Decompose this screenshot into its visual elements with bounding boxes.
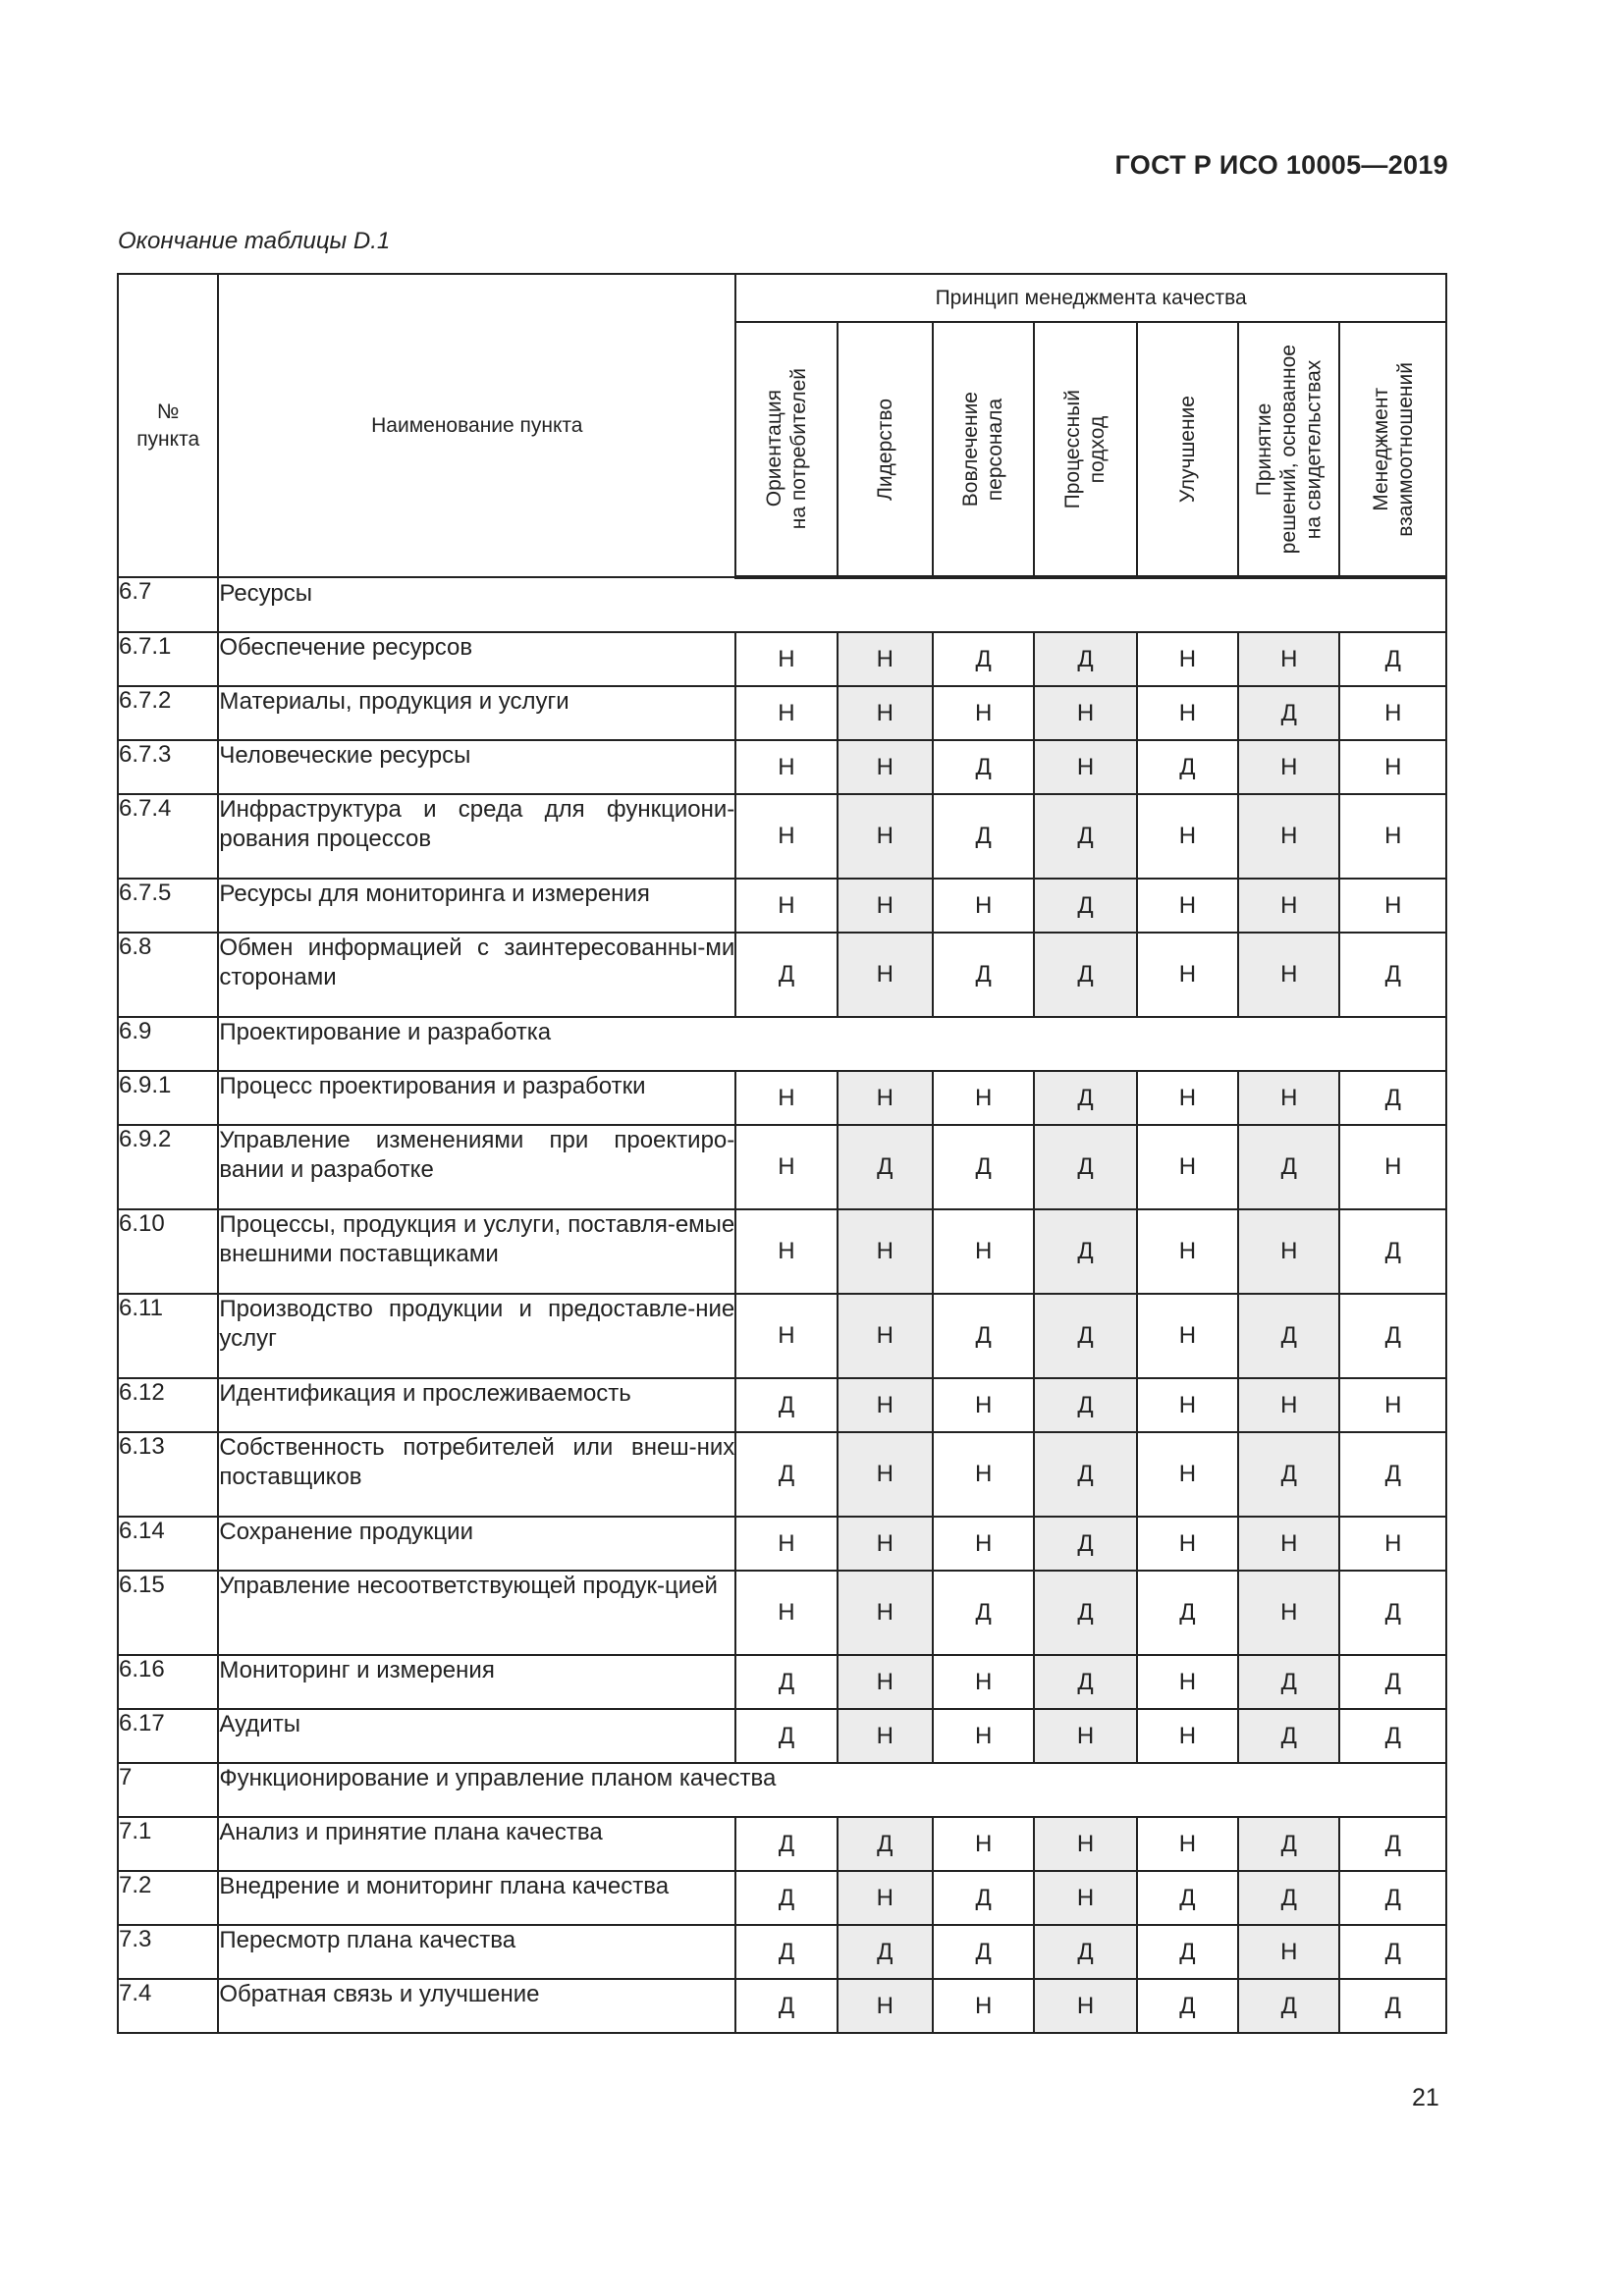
principle-value: Н bbox=[1339, 686, 1446, 740]
item-name: Управление несоответствующей продук-цией bbox=[218, 1571, 735, 1655]
header-item-number bbox=[118, 274, 218, 577]
principle-value: Д bbox=[933, 933, 1034, 1017]
principle-value: Д bbox=[1137, 1871, 1238, 1925]
principle-value: Н bbox=[1137, 686, 1238, 740]
principle-value: Н bbox=[735, 1071, 837, 1125]
principle-value: Н bbox=[1034, 686, 1136, 740]
table-row bbox=[118, 1071, 1446, 1125]
principle-value: Д bbox=[1034, 1517, 1136, 1571]
principle-value: Н bbox=[1034, 1817, 1136, 1871]
item-name: Мониторинг и измерения bbox=[218, 1655, 735, 1709]
principle-value: Н bbox=[1238, 1925, 1339, 1979]
principle-value: Н bbox=[1137, 1071, 1238, 1125]
principle-value: Д bbox=[1238, 1125, 1339, 1209]
principle-value: Н bbox=[1137, 632, 1238, 686]
item-name: Процессы, продукция и услуги, поставля-емые внешними поставщиками bbox=[218, 1209, 735, 1294]
principle-value: Н bbox=[1137, 933, 1238, 1017]
principle-value: Д bbox=[1238, 1709, 1339, 1763]
header-principle-1 bbox=[735, 322, 837, 577]
principle-value: Н bbox=[1137, 1378, 1238, 1432]
principle-value: Д bbox=[838, 1817, 933, 1871]
principle-value: Д bbox=[933, 1925, 1034, 1979]
principle-value: Д bbox=[933, 632, 1034, 686]
principle-value: Д bbox=[1238, 1817, 1339, 1871]
principle-value: Н bbox=[735, 1294, 837, 1378]
item-number: 6.7.5 bbox=[118, 879, 218, 933]
principle-value: Н bbox=[1137, 1125, 1238, 1209]
principle-value: Н bbox=[933, 1709, 1034, 1763]
section-row bbox=[118, 577, 1446, 632]
item-number: 6.7.2 bbox=[118, 686, 218, 740]
principle-value: Д bbox=[1034, 794, 1136, 879]
principle-value: Н bbox=[1034, 1979, 1136, 2033]
principle-value: Д bbox=[1339, 1979, 1446, 2033]
principle-value: Н bbox=[735, 740, 837, 794]
principle-value: Н bbox=[1137, 1432, 1238, 1517]
principle-value: Д bbox=[1034, 1378, 1136, 1432]
item-number: 6.7 bbox=[118, 577, 218, 632]
principle-value: Н bbox=[838, 1709, 933, 1763]
principle-value: Н bbox=[933, 1817, 1034, 1871]
table-row bbox=[118, 1517, 1446, 1571]
principle-value: Д bbox=[1034, 1294, 1136, 1378]
item-name: Человеческие ресурсы bbox=[218, 740, 735, 794]
item-number: 6.8 bbox=[118, 933, 218, 1017]
principle-value: Н bbox=[1339, 1378, 1446, 1432]
item-name: Управление изменениями при проектиро-вании и разработке bbox=[218, 1125, 735, 1209]
principle-value: Д bbox=[1339, 1655, 1446, 1709]
principle-value: Н bbox=[1238, 933, 1339, 1017]
principle-value: Н bbox=[1137, 1209, 1238, 1294]
principle-value: Н bbox=[1137, 1294, 1238, 1378]
item-number: 7.1 bbox=[118, 1817, 218, 1871]
table-row bbox=[118, 632, 1446, 686]
principle-value: Н bbox=[735, 1125, 837, 1209]
principle-value: Н bbox=[1238, 1378, 1339, 1432]
principle-value: Н bbox=[838, 686, 933, 740]
header-principle-label bbox=[958, 392, 1007, 507]
principle-value: Д bbox=[933, 1294, 1034, 1378]
principle-value: Д bbox=[933, 1571, 1034, 1655]
principle-value: Н bbox=[1339, 740, 1446, 794]
header-principle-line: Принятие bbox=[1253, 402, 1276, 496]
item-name: Функционирование и управление планом качества bbox=[218, 1763, 1446, 1817]
principle-value: Н bbox=[838, 1378, 933, 1432]
item-name: Собственность потребителей или внеш-них поставщиков bbox=[218, 1432, 735, 1517]
principle-value: Д bbox=[1137, 1925, 1238, 1979]
principle-value: Д bbox=[1238, 686, 1339, 740]
principle-value: Н bbox=[838, 1071, 933, 1125]
item-name: Аудиты bbox=[218, 1709, 735, 1763]
table-row bbox=[118, 1979, 1446, 2033]
table-row bbox=[118, 1925, 1446, 1979]
item-number: 6.12 bbox=[118, 1378, 218, 1432]
principle-value: Н bbox=[838, 1209, 933, 1294]
table-row bbox=[118, 1871, 1446, 1925]
principle-value: Н bbox=[838, 794, 933, 879]
principle-value: Д bbox=[1339, 1294, 1446, 1378]
principle-value: Д bbox=[735, 1655, 837, 1709]
header-principle-5 bbox=[1137, 322, 1238, 577]
principle-value: Д bbox=[1339, 933, 1446, 1017]
principle-value: Н bbox=[933, 1209, 1034, 1294]
item-number: 7.3 bbox=[118, 1925, 218, 1979]
principle-value: Д bbox=[1238, 1294, 1339, 1378]
principle-value: Н bbox=[933, 1517, 1034, 1571]
item-name: Анализ и принятие плана качества bbox=[218, 1817, 735, 1871]
header-principle-line: Процессный bbox=[1061, 389, 1085, 509]
principle-value: Н bbox=[1238, 879, 1339, 933]
header-principle-label bbox=[762, 368, 811, 529]
principle-value: Д bbox=[1238, 1655, 1339, 1709]
item-number: 6.13 bbox=[118, 1432, 218, 1517]
principle-value: Н bbox=[933, 1432, 1034, 1517]
item-number: 6.17 bbox=[118, 1709, 218, 1763]
principle-value: Д bbox=[1238, 1979, 1339, 2033]
item-number: 7.4 bbox=[118, 1979, 218, 2033]
principle-value: Н bbox=[838, 1432, 933, 1517]
principle-value: Д bbox=[1034, 1071, 1136, 1125]
principle-value: Н bbox=[838, 1517, 933, 1571]
principle-value: Д bbox=[735, 1979, 837, 2033]
table-row bbox=[118, 1294, 1446, 1378]
item-name: Процесс проектирования и разработки bbox=[218, 1071, 735, 1125]
item-name: Производство продукции и предоставле-ние услуг bbox=[218, 1294, 735, 1378]
item-name: Обеспечение ресурсов bbox=[218, 632, 735, 686]
table-row bbox=[118, 1817, 1446, 1871]
item-number: 6.14 bbox=[118, 1517, 218, 1571]
principle-value: Д bbox=[1034, 933, 1136, 1017]
principle-value: Н bbox=[838, 1294, 933, 1378]
principle-value: Д bbox=[1137, 1571, 1238, 1655]
header-principle-line: Лидерство bbox=[873, 398, 896, 501]
principle-value: Д bbox=[735, 1378, 837, 1432]
principle-value: Н bbox=[735, 879, 837, 933]
item-name: Проектирование и разработка bbox=[218, 1017, 1446, 1071]
principle-value: Д bbox=[933, 740, 1034, 794]
header-principle-7 bbox=[1339, 322, 1446, 577]
principle-value: Н bbox=[1238, 1209, 1339, 1294]
principle-value: Н bbox=[1238, 1517, 1339, 1571]
principle-value: Д bbox=[735, 1817, 837, 1871]
principle-value: Н bbox=[1137, 1817, 1238, 1871]
header-principle-line: подход bbox=[1086, 415, 1110, 483]
principle-value: Д bbox=[735, 1871, 837, 1925]
header-principle-label bbox=[1060, 390, 1110, 508]
principle-value: Н bbox=[1034, 1709, 1136, 1763]
section-row bbox=[118, 1763, 1446, 1817]
principle-value: Д bbox=[1339, 632, 1446, 686]
principle-value: Д bbox=[838, 1925, 933, 1979]
principle-value: Д bbox=[1137, 1979, 1238, 2033]
principle-value: Н bbox=[838, 879, 933, 933]
principle-value: Н bbox=[933, 1378, 1034, 1432]
principle-value: Д bbox=[933, 1871, 1034, 1925]
principle-value: Н bbox=[1034, 1871, 1136, 1925]
principle-value: Д bbox=[1034, 879, 1136, 933]
principle-value: Д bbox=[1238, 1871, 1339, 1925]
principle-value: Н bbox=[735, 632, 837, 686]
principle-value: Н bbox=[1339, 1125, 1446, 1209]
header-principle-line: на потребителей bbox=[786, 368, 810, 530]
header-principle-label bbox=[1175, 396, 1200, 503]
principle-value: Н bbox=[1238, 1571, 1339, 1655]
principle-value: Н bbox=[933, 879, 1034, 933]
principle-value: Д bbox=[1339, 1209, 1446, 1294]
header-item-name: Наименование пункта bbox=[218, 274, 735, 577]
header-principle-line: решений, основанное bbox=[1277, 344, 1301, 555]
principle-value: Д bbox=[1034, 1432, 1136, 1517]
principle-value: Н bbox=[1137, 879, 1238, 933]
header-principle-group: Принцип менеджмента качества bbox=[735, 274, 1446, 322]
header-principle-label bbox=[873, 399, 897, 501]
principle-value: Н bbox=[735, 1209, 837, 1294]
table-row bbox=[118, 686, 1446, 740]
item-number: 6.10 bbox=[118, 1209, 218, 1294]
item-number: 6.7.3 bbox=[118, 740, 218, 794]
section-row bbox=[118, 1017, 1446, 1071]
principle-value: Н bbox=[1238, 632, 1339, 686]
header-item-number-text: № пункта bbox=[136, 400, 200, 451]
principle-value: Н bbox=[838, 1655, 933, 1709]
table-row bbox=[118, 933, 1446, 1017]
principle-value: Д bbox=[1034, 1571, 1136, 1655]
table-row bbox=[118, 1571, 1446, 1655]
principle-value: Д bbox=[735, 1432, 837, 1517]
principle-value: Д bbox=[1034, 1125, 1136, 1209]
header-principle-line: Вовлечение bbox=[959, 391, 983, 507]
principle-value: Д bbox=[1339, 1709, 1446, 1763]
principle-value: Д bbox=[1034, 1209, 1136, 1294]
table-row bbox=[118, 1125, 1446, 1209]
principle-value: Н bbox=[1137, 1655, 1238, 1709]
principle-value: Н bbox=[838, 1979, 933, 2033]
principle-value: Н bbox=[1137, 1709, 1238, 1763]
principle-value: Н bbox=[1238, 1071, 1339, 1125]
item-name: Внедрение и мониторинг плана качества bbox=[218, 1871, 735, 1925]
principle-value: Н bbox=[1339, 1517, 1446, 1571]
item-number: 6.11 bbox=[118, 1294, 218, 1378]
header-principle-line: взаимоотношений bbox=[1393, 361, 1417, 537]
item-number: 6.9.2 bbox=[118, 1125, 218, 1209]
header-principle-line: Улучшение bbox=[1175, 395, 1199, 504]
principle-value: Д bbox=[1339, 1871, 1446, 1925]
header-principle-label bbox=[1369, 362, 1418, 537]
principle-value: Д bbox=[838, 1125, 933, 1209]
item-number: 6.7.1 bbox=[118, 632, 218, 686]
principle-value: Д bbox=[735, 1709, 837, 1763]
principle-value: Н bbox=[838, 632, 933, 686]
principle-value: Н bbox=[1034, 740, 1136, 794]
principle-value: Д bbox=[1034, 1655, 1136, 1709]
principle-value: Н bbox=[1339, 879, 1446, 933]
table-row bbox=[118, 1209, 1446, 1294]
principle-value: Д bbox=[1339, 1817, 1446, 1871]
table-row bbox=[118, 879, 1446, 933]
item-name: Идентификация и прослеживаемость bbox=[218, 1378, 735, 1432]
item-name: Инфраструктура и среда для функциони-рования процессов bbox=[218, 794, 735, 879]
item-number: 6.15 bbox=[118, 1571, 218, 1655]
principle-value: Н bbox=[735, 794, 837, 879]
principle-value: Н bbox=[933, 1071, 1034, 1125]
principles-table bbox=[117, 273, 1447, 2034]
principle-value: Д bbox=[735, 1925, 837, 1979]
item-name: Ресурсы bbox=[218, 577, 1446, 632]
item-number: 6.16 bbox=[118, 1655, 218, 1709]
principle-value: Д bbox=[735, 933, 837, 1017]
header-principle-line: персонала bbox=[984, 398, 1007, 501]
principle-value: Д bbox=[1339, 1925, 1446, 1979]
principle-value: Д bbox=[1238, 1432, 1339, 1517]
principle-value: Д bbox=[933, 794, 1034, 879]
header-principle-2 bbox=[838, 322, 933, 577]
principle-value: Н bbox=[838, 740, 933, 794]
item-name: Обмен информацией с заинтересованны-ми сторонами bbox=[218, 933, 735, 1017]
principle-value: Н bbox=[838, 1571, 933, 1655]
principle-value: Н bbox=[933, 1655, 1034, 1709]
header-principle-label bbox=[1252, 345, 1326, 554]
principle-value: Д bbox=[1339, 1432, 1446, 1517]
principle-value: Н bbox=[1238, 794, 1339, 879]
page-number: 21 bbox=[1412, 2084, 1439, 2111]
document-code: ГОСТ Р ИСО 10005—2019 bbox=[1114, 150, 1448, 180]
principle-value: Н bbox=[1137, 794, 1238, 879]
header-principle-4 bbox=[1034, 322, 1136, 577]
item-name: Пересмотр плана качества bbox=[218, 1925, 735, 1979]
principle-value: Д bbox=[1339, 1071, 1446, 1125]
item-number: 6.7.4 bbox=[118, 794, 218, 879]
item-number: 7 bbox=[118, 1763, 218, 1817]
item-name: Обратная связь и улучшение bbox=[218, 1979, 735, 2033]
principle-value: Н bbox=[1137, 1517, 1238, 1571]
principle-value: Н bbox=[735, 1517, 837, 1571]
principle-value: Н bbox=[735, 1571, 837, 1655]
item-number: 6.9.1 bbox=[118, 1071, 218, 1125]
table-row bbox=[118, 1378, 1446, 1432]
principle-value: Н bbox=[933, 686, 1034, 740]
header-principle-line: Ориентация bbox=[762, 390, 785, 508]
principle-value: Н bbox=[1339, 794, 1446, 879]
table-row bbox=[118, 1709, 1446, 1763]
item-name: Сохранение продукции bbox=[218, 1517, 735, 1571]
header-principle-line: Менеджмент bbox=[1369, 387, 1392, 511]
table-row bbox=[118, 1432, 1446, 1517]
principle-value: Д bbox=[1137, 740, 1238, 794]
principle-value: Н bbox=[735, 686, 837, 740]
header-principle-line: на свидетельствах bbox=[1302, 359, 1326, 539]
table-caption: Окончание таблицы D.1 bbox=[118, 228, 391, 254]
table-row bbox=[118, 740, 1446, 794]
principle-value: Н bbox=[1238, 740, 1339, 794]
principle-value: Д bbox=[1034, 1925, 1136, 1979]
principle-value: Д bbox=[1034, 632, 1136, 686]
principle-value: Д bbox=[933, 1125, 1034, 1209]
item-name: Ресурсы для мониторинга и измерения bbox=[218, 879, 735, 933]
table-row bbox=[118, 1655, 1446, 1709]
table-row bbox=[118, 794, 1446, 879]
header-principle-3 bbox=[933, 322, 1034, 577]
item-number: 6.9 bbox=[118, 1017, 218, 1071]
principle-value: Д bbox=[1339, 1571, 1446, 1655]
item-name: Материалы, продукция и услуги bbox=[218, 686, 735, 740]
principle-value: Н bbox=[838, 1871, 933, 1925]
item-number: 7.2 bbox=[118, 1871, 218, 1925]
principle-value: Н bbox=[933, 1979, 1034, 2033]
header-principle-6 bbox=[1238, 322, 1339, 577]
principle-value: Н bbox=[838, 933, 933, 1017]
